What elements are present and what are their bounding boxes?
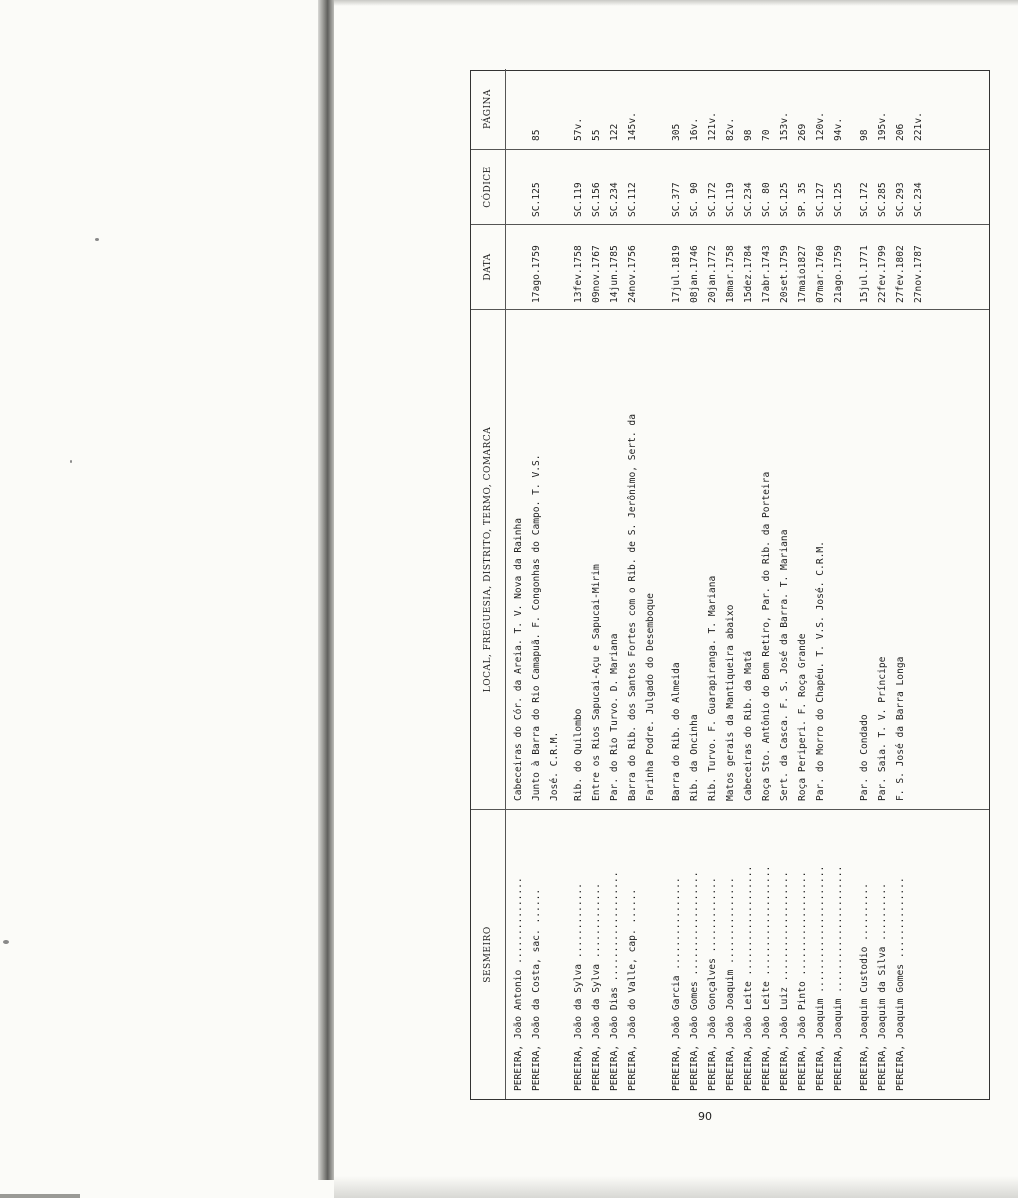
cell-codice: SC.156 xyxy=(591,182,602,217)
cell-pagina: 70 xyxy=(761,129,772,141)
cell-local: Roça Sto. Antônio do Bom Retiro, Par. do Rib. da Porteira xyxy=(761,471,772,801)
cell-data: 08jan.1746 xyxy=(689,245,700,303)
cell-local: Par. do Rio Turvo. D. Mariana xyxy=(609,633,620,801)
cell-pagina: 122 xyxy=(609,123,620,141)
cell-local: Entre os Rios Sapucai-Açu e Sapucai-Mirim xyxy=(591,564,602,801)
cell-local: Junto à Barra do Rio Camapuã. F. Congonhas do Campo. T. V.S. xyxy=(531,454,542,801)
cell-data: 14jun.1785 xyxy=(609,245,620,303)
scan-speck xyxy=(3,940,9,944)
cell-data: 18mar.1758 xyxy=(725,245,736,303)
cell-sesmeiro: PEREIRA, João Leite ................... xyxy=(761,865,772,1091)
cell-sesmeiro: PEREIRA, Joaquim Custodio .......... xyxy=(859,883,870,1091)
cell-pagina: 57v. xyxy=(573,117,584,141)
cell-codice: SC.234 xyxy=(913,182,924,217)
cell-data: 15jul.1771 xyxy=(859,245,870,303)
cell-data: 27fev.1802 xyxy=(895,245,906,303)
cell-data: 15dez.1784 xyxy=(743,245,754,303)
header-sesmeiro: SESMEIRO xyxy=(471,809,506,1099)
cell-pagina: 98 xyxy=(743,129,754,141)
table-row xyxy=(877,69,895,1099)
cell-data: 20set.1759 xyxy=(779,245,790,303)
cell-local: José. C.R.M. xyxy=(549,731,560,801)
cell-data: 17jul.1819 xyxy=(671,245,682,303)
cell-sesmeiro: PEREIRA, João do Valle, cap. ...... xyxy=(627,888,638,1091)
cell-codice: SC.125 xyxy=(531,182,542,217)
cell-codice: SC.125 xyxy=(779,182,790,217)
cell-local: Barra do Rib. dos Santos Fortes com o Rib. de S. Jerônimo, Sert. da xyxy=(627,414,638,801)
cell-pagina: 145v. xyxy=(627,112,638,141)
cell-data: 17abr.1743 xyxy=(761,245,772,303)
cell-sesmeiro: PEREIRA, João da Sylva ............. xyxy=(591,883,602,1091)
cell-data: 09nov.1767 xyxy=(591,245,602,303)
cell-pagina: 120v. xyxy=(815,112,826,141)
table-row xyxy=(671,69,689,1099)
cell-pagina: 55 xyxy=(591,129,602,141)
cell-sesmeiro: PEREIRA, João Pinto .................. xyxy=(797,871,808,1091)
cell-codice: SC.293 xyxy=(895,182,906,217)
sesmarias-table xyxy=(470,70,990,1100)
cell-local: Sert. da Casca. F. S. José da Barra. T. Mariana xyxy=(779,529,790,801)
table-row xyxy=(797,69,815,1099)
header-pagina: PÁGINA xyxy=(471,69,506,149)
table-frame xyxy=(470,70,990,1100)
cell-sesmeiro: PEREIRA, João Luiz ................... xyxy=(779,871,790,1091)
cell-codice: SC.234 xyxy=(609,182,620,217)
cell-local: Rib. Turvo. F. Guarapiranga. T. Mariana xyxy=(707,575,718,801)
page-bottom-edge xyxy=(334,1176,1018,1198)
table-row xyxy=(761,69,779,1099)
cell-data: 21ago.1759 xyxy=(833,245,844,303)
cell-pagina: 269 xyxy=(797,123,808,141)
cell-sesmeiro: PEREIRA, Joaquim ...................... xyxy=(833,865,844,1091)
table-row xyxy=(815,69,833,1099)
cell-local: Rib. do Quilombo xyxy=(573,708,584,801)
cell-local: Rib. da Oncinha xyxy=(689,714,700,801)
cell-sesmeiro: PEREIRA, João da Costa, sac. ...... xyxy=(531,888,542,1091)
cell-codice: SC.127 xyxy=(815,182,826,217)
table-row xyxy=(627,69,645,1099)
table-row xyxy=(833,69,851,1099)
cell-data: 07mar.1760 xyxy=(815,245,826,303)
header-codice: CÓDICE xyxy=(471,149,506,224)
table-row xyxy=(549,69,567,1099)
cell-codice: SC.125 xyxy=(833,182,844,217)
header-data: DATA xyxy=(471,224,506,309)
cell-sesmeiro: PEREIRA, Joaquim ...................... xyxy=(815,865,826,1091)
table-row xyxy=(913,69,931,1099)
cell-local: Roça Periperi. F. Roça Grande xyxy=(797,633,808,801)
table-row xyxy=(645,69,663,1099)
table-row xyxy=(779,69,797,1099)
cell-codice: SC. 80 xyxy=(761,182,772,217)
cell-sesmeiro: PEREIRA, João Antonio ............... xyxy=(513,877,524,1091)
cell-codice: SC.377 xyxy=(671,182,682,217)
cell-data: 17ago.1759 xyxy=(531,245,542,303)
cell-local: Matos gerais da Mantiqueira abaixo xyxy=(725,604,736,801)
cell-sesmeiro: PEREIRA, Joaquim da Silva .......... xyxy=(877,883,888,1091)
cell-sesmeiro: PEREIRA, João Joaquim ............... xyxy=(725,877,736,1091)
cell-sesmeiro: PEREIRA, João Garcia ................ xyxy=(671,877,682,1091)
cell-data: 22fev.1799 xyxy=(877,245,888,303)
scan-speck xyxy=(70,460,72,463)
cell-codice: SC.285 xyxy=(877,182,888,217)
table-row xyxy=(859,69,877,1099)
cell-codice: SP. 35 xyxy=(797,182,808,217)
scan-speck xyxy=(95,238,99,241)
book-spine-shadow xyxy=(318,0,334,1180)
cell-pagina: 221v. xyxy=(913,112,924,141)
cell-pagina: 206 xyxy=(895,123,906,141)
cell-codice: SC.172 xyxy=(707,182,718,217)
cell-pagina: 98 xyxy=(859,129,870,141)
cell-sesmeiro: PEREIRA, João Gomes .................. xyxy=(689,871,700,1091)
cell-data: 24nov.1756 xyxy=(627,245,638,303)
cell-sesmeiro: PEREIRA, João Dias ................... xyxy=(609,871,620,1091)
cell-sesmeiro: PEREIRA, Joaquim Gomes .............. xyxy=(895,877,906,1091)
table-row xyxy=(591,69,609,1099)
cell-codice: SC. 90 xyxy=(689,182,700,217)
cell-sesmeiro: PEREIRA, João Gonçalves ............. xyxy=(707,877,718,1091)
header-local: LOCAL, FREGUESIA, DISTRITO, TERMO, COMARCA xyxy=(471,309,506,809)
cell-pagina: 16v. xyxy=(689,117,700,141)
table-row xyxy=(531,69,549,1099)
table-row xyxy=(707,69,725,1099)
cell-pagina: 195v. xyxy=(877,112,888,141)
cell-pagina: 82v. xyxy=(725,117,736,141)
cell-codice: SC.112 xyxy=(627,182,638,217)
cell-codice: SC.119 xyxy=(573,182,584,217)
cell-codice: SC.234 xyxy=(743,182,754,217)
cell-data: 20jan.1772 xyxy=(707,245,718,303)
cell-local: Farinha Podre. Julgado do Desemboque xyxy=(645,593,656,801)
cell-pagina: 94v. xyxy=(833,117,844,141)
cell-local: Barra do Rib. do Almeida xyxy=(671,662,682,801)
cell-data: 27nov.1787 xyxy=(913,245,924,303)
page-top-edge xyxy=(334,0,1018,6)
cell-pagina: 85 xyxy=(531,129,542,141)
table-row xyxy=(513,69,531,1099)
table-row xyxy=(895,69,913,1099)
cell-local: Par. do Morro do Chapéu. T. V.S. José. C.R.M. xyxy=(815,541,826,801)
cell-pagina: 153v. xyxy=(779,112,790,141)
table-row xyxy=(689,69,707,1099)
cell-data: 13fev.1758 xyxy=(573,245,584,303)
cell-codice: SC.119 xyxy=(725,182,736,217)
cell-local: Cabeceiras do Cór. da Areia. T. V. Nova da Rainha xyxy=(513,517,524,801)
cell-pagina: 305 xyxy=(671,123,682,141)
cell-local: F. S. José da Barra Longa xyxy=(895,656,906,801)
table-row xyxy=(609,69,627,1099)
left-page-edge xyxy=(0,1194,80,1198)
cell-data: 17maio1827 xyxy=(797,245,808,303)
cell-local: Cabeceiras do Rib. da Matá xyxy=(743,650,754,801)
cell-local: Par. Saia. T. V. Príncipe xyxy=(877,656,888,801)
cell-sesmeiro: PEREIRA, João da Sylva ............. xyxy=(573,883,584,1091)
page-number: 90 xyxy=(698,1110,712,1123)
table-row xyxy=(573,69,591,1099)
cell-local: Par. do Condado xyxy=(859,714,870,801)
cell-codice: SC.172 xyxy=(859,182,870,217)
table-row xyxy=(725,69,743,1099)
table-row xyxy=(743,69,761,1099)
cell-pagina: 121v. xyxy=(707,112,718,141)
cell-sesmeiro: PEREIRA, João Leite ................... xyxy=(743,865,754,1091)
